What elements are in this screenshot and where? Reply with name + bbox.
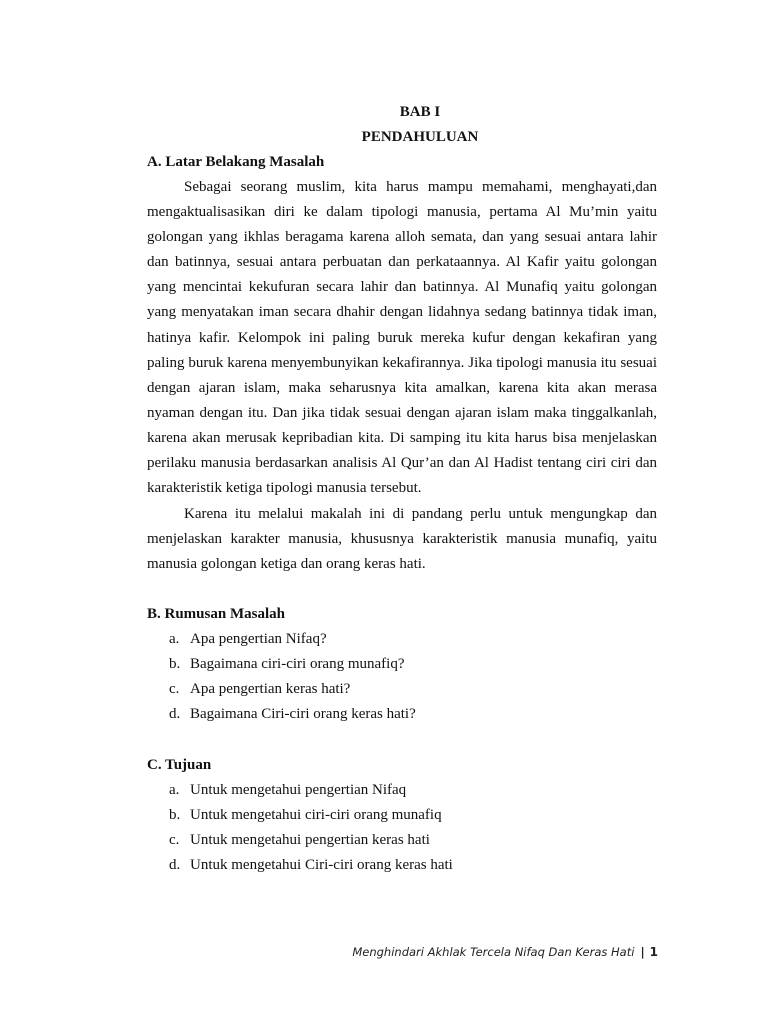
list-item-text: Untuk mengetahui pengertian keras hati — [190, 832, 430, 849]
list-marker: c. — [169, 681, 180, 698]
footer-separator: | — [640, 945, 645, 959]
list-item — [169, 778, 453, 803]
section-c-list — [169, 778, 453, 878]
list-marker: d. — [169, 857, 181, 874]
section-a-paragraph-2: Karena itu melalui makalah ini di pandang perlu untuk mengungkap dan menjelaskan karakter manusia, khususnya karakteristik manusia munafiq, yaitu manusia golongan ketiga dan orang keras hati. — [147, 506, 657, 573]
list-item — [169, 828, 453, 853]
list-item-text: Bagaimana Ciri-ciri orang keras hati? — [190, 706, 416, 723]
list-item-text: Untuk mengetahui ciri-ciri orang munafiq — [190, 807, 442, 824]
list-marker: b. — [169, 807, 181, 824]
footer-title: Menghindari Akhlak Tercela Nifaq Dan Keras Hati — [352, 945, 635, 959]
list-item — [169, 803, 453, 828]
list-item-text: Untuk mengetahui Ciri-ciri orang keras hati — [190, 857, 453, 874]
section-a-heading: A. Latar Belakang Masalah — [147, 154, 325, 170]
section-b-heading: B. Rumusan Masalah — [147, 606, 285, 622]
chapter-title: PENDAHULUAN — [361, 129, 479, 145]
list-item-text: Bagaimana ciri-ciri orang munafiq? — [190, 656, 405, 673]
list-marker: d. — [169, 706, 181, 723]
chapter-number: BAB I — [399, 104, 441, 120]
list-item — [169, 627, 416, 652]
list-marker: a. — [169, 631, 180, 647]
list-item — [169, 702, 416, 727]
section-a-paragraph-1: Sebagai seorang muslim, kita harus mampu memahami, menghayati,dan mengaktualisasikan diri ke dalam tipologi manusia, pertama Al Mu’min yaitu golongan yang ikhlas beragama karena alloh semata, dan yang sesuai antara lahir dan batinnya, sesuai antara perbuatan dan perkataannya. Al Kafir yaitu golongan yang mencintai kekufuran secara lahir dan batinnya. Al Munafiq yaitu golongan yang menyatakan iman secara dhahir dengan lidahnya sedang batinnya tidak iman, hatinya kafir. Kelompok ini paling buruk mereka kufur dengan kekafiran yang paling buruk karena menyembunyikan kekafirannya. Jika tipologi manusia itu sesuai dengan ajaran islam, maka seharusnya kita amalkan, karena kita akan merasa nyaman dengan itu. Dan jika tidak sesuai dengan ajaran islam maka tinggalkanlah, karena akan merusak kepribadian kita. Di samping itu kita harus bisa menjelaskan perilaku manusia berdasarkan analisis Al Qur’an dan Al Hadist tentang ciri ciri dan karakteristik ketiga tipologi manusia tersebut. — [147, 179, 657, 497]
list-item-text: Untuk mengetahui pengertian Nifaq — [190, 782, 407, 798]
list-item-text: Apa pengertian keras hati? — [190, 681, 351, 698]
list-item — [169, 853, 453, 878]
list-item — [169, 652, 416, 677]
section-b-list — [169, 627, 416, 727]
list-item-text: Apa pengertian Nifaq? — [190, 631, 327, 647]
section-c-heading: C. Tujuan — [147, 757, 212, 773]
page-number: 1 — [649, 945, 658, 959]
page-footer — [352, 945, 658, 959]
list-marker: c. — [169, 832, 180, 849]
list-marker: a. — [169, 782, 180, 798]
list-item — [169, 677, 416, 702]
list-marker: b. — [169, 656, 181, 673]
